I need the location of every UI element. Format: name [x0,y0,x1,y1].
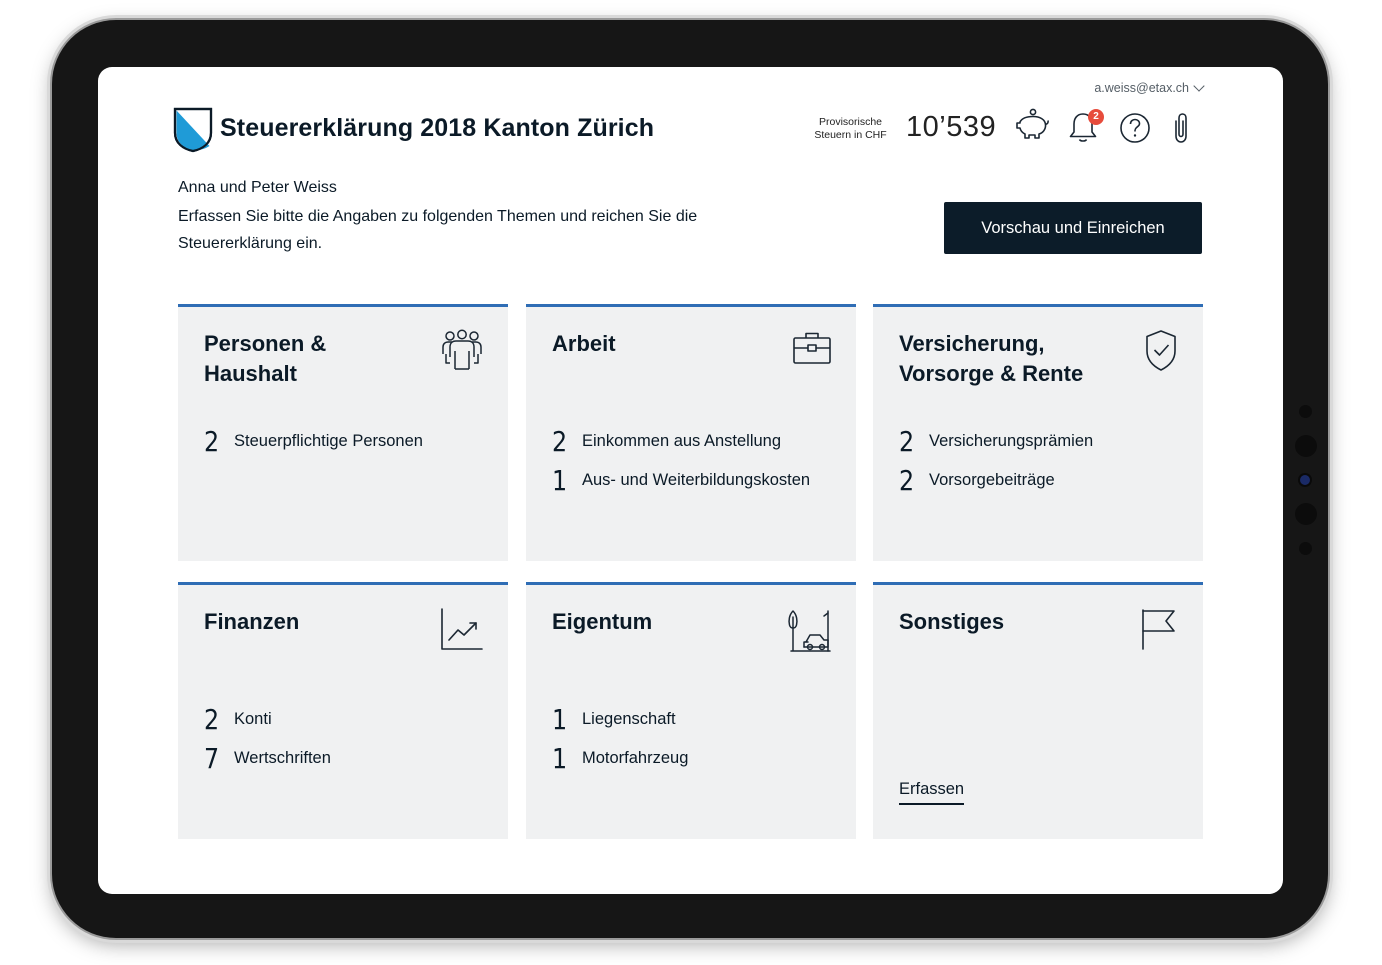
chart-icon [440,607,484,651]
sensor-dot [1295,503,1317,525]
property-icon [784,607,832,655]
card-title-line1: Versicherung, [899,331,1045,356]
list-item [899,461,1093,500]
tax-amount: 10’539 [906,111,997,143]
card-sonstiges[interactable] [873,582,1203,839]
card-items [552,422,810,500]
card-title [204,607,434,637]
item-label: Konti [234,710,272,728]
card-items [204,700,331,778]
user-email: a.weiss@etax.ch [1094,81,1189,95]
zurich-coat-of-arms-icon [173,107,213,153]
list-item [204,700,331,739]
item-label: Einkommen aus Anstellung [582,432,782,450]
piggy-bank-icon[interactable] [1014,107,1050,143]
card-versicherung[interactable] [873,304,1203,561]
card-title-line2: Vorsorge & Rente [899,361,1084,386]
camera-lens [1300,475,1310,485]
list-item [899,422,1093,461]
item-label: Wertschriften [234,749,331,767]
tax-label-line1: Provisorische [818,116,883,128]
sensor-dot [1295,435,1317,457]
list-item [552,739,688,778]
help-icon[interactable] [1118,111,1152,145]
item-count: 7 [204,742,220,775]
item-count: 1 [552,703,568,736]
card-title-line2: Haushalt [204,361,297,386]
app-title: Steuererklärung 2018 Kanton Zürich [220,114,655,142]
card-title-line1: Personen & [204,331,327,356]
user-menu[interactable] [1094,81,1203,95]
item-count: 2 [552,425,568,458]
item-label: Liegenschaft [582,710,676,728]
erfassen-link[interactable]: Erfassen [899,780,964,805]
item-count: 2 [204,425,220,458]
card-title-line1: Finanzen [204,609,300,634]
card-personen-haushalt[interactable] [178,304,508,561]
item-label: Steuerpflichtige Personen [234,432,423,450]
card-title [552,607,782,637]
card-title [899,607,1129,637]
card-title-line1: Sonstiges [899,609,1005,634]
list-item [204,739,331,778]
paperclip-icon[interactable] [1170,111,1192,145]
item-count: 2 [899,425,915,458]
sensor-dot [1299,405,1312,418]
card-items [204,422,423,461]
card-title-line1: Arbeit [552,331,616,356]
briefcase-icon [792,329,832,369]
tax-label [808,116,893,142]
item-label: Vorsorgebeiträge [929,471,1055,489]
list-item [552,700,688,739]
list-item [204,422,423,461]
app-screen [98,67,1283,894]
item-label: Aus- und Weiterbildungskosten [582,471,811,489]
card-eigentum[interactable] [526,582,856,839]
card-title [552,329,782,359]
item-label: Versicherungsprämien [929,432,1094,450]
flag-icon [1139,607,1179,651]
list-item [552,422,810,461]
notification-badge: 2 [1088,109,1104,125]
card-title [204,329,434,389]
shield-check-icon [1143,329,1179,373]
item-count: 1 [552,464,568,497]
preview-submit-button[interactable]: Vorschau und Einreichen [944,202,1202,254]
intro-text: Erfassen Sie bitte die Angaben zu folgenden Themen und reichen Sie die Steuererklärung ein. [178,208,698,252]
item-count: 2 [204,703,220,736]
taxpayer-names: Anna und Peter Weiss [178,179,337,196]
list-item [552,461,810,500]
card-title-line1: Eigentum [552,609,653,634]
card-items [899,422,1093,500]
people-icon [440,329,484,373]
tax-label-line2: Steuern in CHF [814,129,887,141]
item-label: Motorfahrzeug [582,749,689,767]
item-count: 2 [899,464,915,497]
card-arbeit[interactable] [526,304,856,561]
card-finanzen[interactable] [178,582,508,839]
card-title [899,329,1129,389]
card-items [552,700,688,778]
chevron-down-icon [1193,80,1204,91]
item-count: 1 [552,742,568,775]
sensor-dot [1299,542,1312,555]
